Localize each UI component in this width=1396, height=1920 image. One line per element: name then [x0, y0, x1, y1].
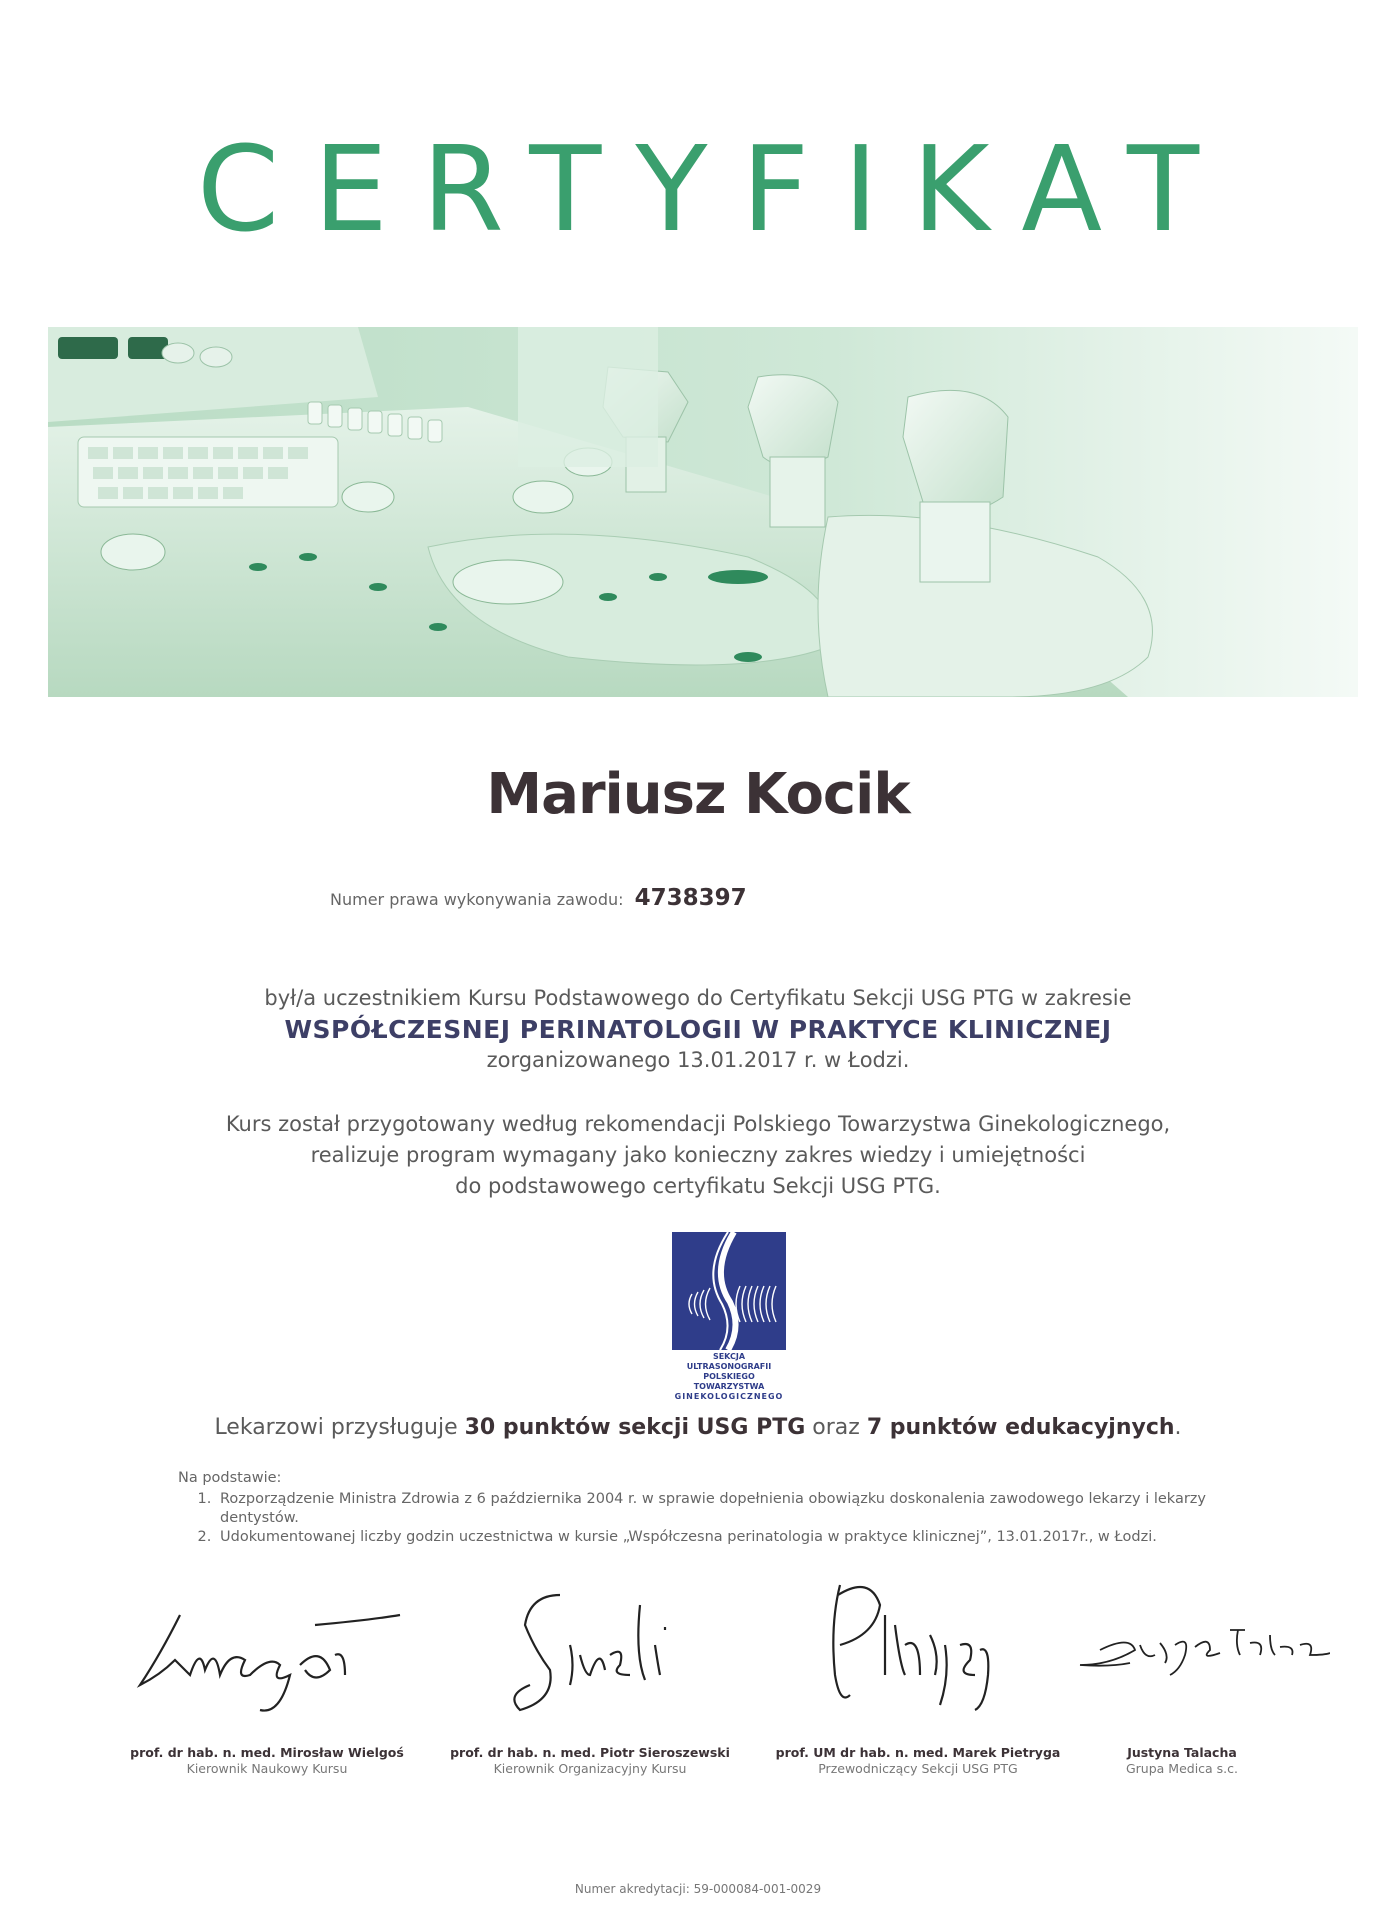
points-suffix: .	[1174, 1415, 1182, 1440]
program-line-2: realizuje program wymagany jako konieczny zakres wiedzy i umiejętności	[310, 1143, 1086, 1167]
logo-caption-line-3: GINEKOLOGICZNEGO	[674, 1392, 784, 1401]
signer-wielgos	[107, 1745, 427, 1777]
signer-role: Kierownik Organizacyjny Kursu	[493, 1761, 687, 1776]
course-date-line: zorganizowanego 13.01.2017 r. w Łodzi.	[486, 1048, 910, 1072]
signer-talacha	[1052, 1745, 1312, 1777]
points-prefix: Lekarzowi przysługuje	[214, 1415, 458, 1440]
signer-pietryga	[758, 1745, 1078, 1777]
legal-basis-list	[178, 1490, 1288, 1547]
usg-ptg-logo-mark	[672, 1232, 786, 1350]
legal-basis-item: 1. Rozporządzenie Ministra Zdrowia z 6 października 2004 r. w sprawie dopełnienia obowiązku doskonalenia zawodowego lekarzy i lekarzy dentystów.	[216, 1490, 1288, 1528]
signer-role: Grupa Medica s.c.	[1125, 1761, 1239, 1776]
signature-pietryga	[810, 1575, 1110, 1725]
legal-basis-item: 2. Udokumentowanej liczby godzin uczestnictwa w kursie „Współczesna perinatologia w praktyce klinicznej”, 13.01.2017r., w Łodzi.	[216, 1528, 1288, 1547]
certificate-title: CERTYFIKAT	[196, 120, 1234, 258]
usg-points: 30 punktów sekcji USG PTG	[464, 1415, 806, 1440]
participation-paragraph	[0, 983, 1396, 1076]
signer-name: prof. UM dr hab. n. med. Marek Pietryga	[775, 1745, 1061, 1760]
signer-name: prof. dr hab. n. med. Mirosław Wielgoś	[130, 1745, 404, 1760]
points-mid: oraz	[812, 1415, 860, 1440]
logo-caption-line-1: SEKCJA ULTRASONOGRAFII	[686, 1352, 772, 1371]
signature-sieroszewski	[490, 1575, 790, 1725]
logo-caption	[672, 1352, 786, 1402]
usg-ptg-logo	[672, 1232, 786, 1401]
program-line-1: Kurs został przygotowany według rekomendacji Polskiego Towarzystwa Ginekologicznego,	[225, 1112, 1171, 1136]
signer-name: prof. dr hab. n. med. Piotr Sieroszewski	[450, 1745, 730, 1760]
accreditation-number: Numer akredytacji: 59-000084-001-0029	[574, 1882, 822, 1896]
ultrasound-machine-image	[48, 327, 1358, 697]
license-number: 4738397	[634, 885, 747, 911]
signer-role: Przewodniczący Sekcji USG PTG	[818, 1761, 1018, 1776]
signature-wielgos	[130, 1575, 430, 1725]
program-paragraph	[0, 1109, 1396, 1202]
legal-basis	[178, 1469, 1288, 1547]
license-label: Numer prawa wykonywania zawodu:	[330, 890, 624, 909]
recipient-name: Mariusz Kocik	[486, 762, 910, 827]
logo-caption-line-2: POLSKIEGO TOWARZYSTWA	[693, 1372, 765, 1391]
points-statement	[0, 1415, 1396, 1440]
legal-basis-heading: Na podstawie:	[178, 1470, 282, 1486]
signer-name: Justyna Talacha	[1127, 1745, 1237, 1760]
program-line-3: do podstawowego certyfikatu Sekcji USG PTG.	[455, 1174, 941, 1198]
signer-role: Kierownik Naukowy Kursu	[186, 1761, 348, 1776]
education-points: 7 punktów edukacyjnych	[866, 1415, 1175, 1440]
signature-talacha	[1070, 1575, 1330, 1725]
course-name: WSPÓŁCZESNEJ PERINATOLOGII W PRAKTYCE KLINICZNEJ	[284, 1015, 1112, 1044]
license-number-line	[330, 885, 747, 911]
participation-line: był/a uczestnikiem Kursu Podstawowego do Certyfikatu Sekcji USG PTG w zakresie	[264, 986, 1132, 1010]
signer-sieroszewski	[430, 1745, 750, 1777]
